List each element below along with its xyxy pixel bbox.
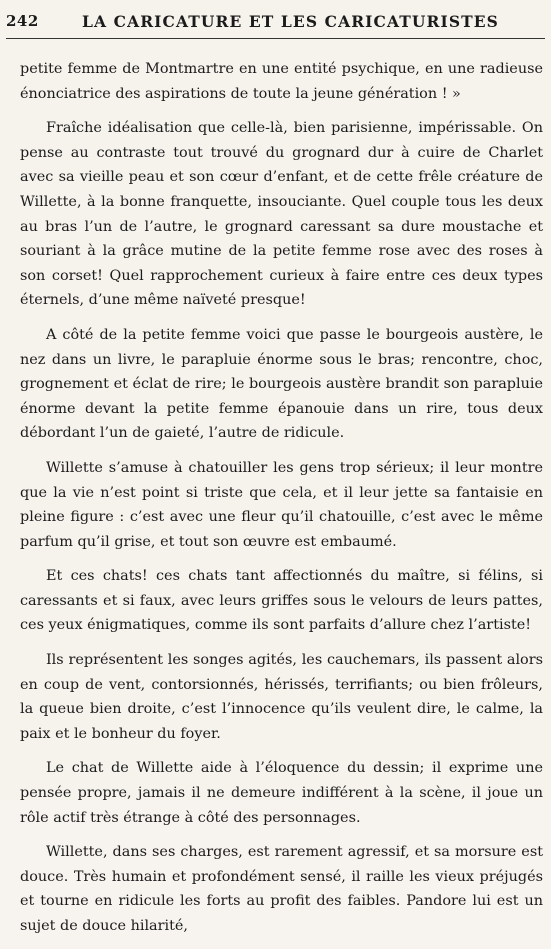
page-number: 242: [6, 12, 39, 30]
running-title: LA CARICATURE ET LES CARICATURISTES: [82, 12, 499, 31]
paragraph: Fraîche idéalisation que celle-là, bien parisienne, impérissable. On pense au contraste tout trouvé du grognard dur à cuire de Charlet avec sa vieille peau et son cœur d’enfant, et de cette frêle créature de Willette, à la bonne franquette, insouciante. Quel couple tous les deux au bras l’un de l’autre, le grognard caressant sa dure moustache et souriant à la grâce mutine de la petite femme rose avec des roses à son corset! Quel rapprochement curieux à faire entre ces deux types éternels, d’une même naïveté presque!: [20, 120, 543, 309]
paragraph: Willette, dans ses charges, est rarement agressif, et sa morsure est douce. Très humain et profondément sensé, il raille les vieux préjugés et tourne en ridicule les forts au profit des faibles. Pandore lui est un sujet de douce hilarité,: [20, 844, 543, 934]
page-header: [6, 8, 545, 36]
header-rule: [6, 38, 545, 39]
paragraph: Willette s’amuse à chatouiller les gens trop sérieux; il leur montre que la vie n’est point si triste que cela, et il leur jette sa fantaisie en pleine figure : c’est avec une fleur qu’il chatouille, c’est avec le même parfum qu’il grise, et tout son œuvre est embaumé.: [20, 459, 543, 550]
paragraph: A côté de la petite femme voici que passe le bourgeois austère, le nez dans un livre, le parapluie énorme sous le bras; rencontre, choc, grognement et éclat de rire; le bourgeois austère brandit son parapluie énorme devant la petite femme épanouie dans un rire, tous deux débordant l’un de gaieté, l’autre de ridicule.: [20, 326, 543, 442]
body-text: [20, 57, 543, 949]
paragraph: Ils représentent les songes agités, les cauchemars, ils passent alors en coup de vent, contorsionnés, hérissés, terrifiants; ou bien frôleurs, la queue bien droite, c’est l’innocence qu’ils veulent dire, le calme, la paix et le bonheur du foyer.: [20, 652, 543, 742]
paragraph: petite femme de Montmartre en une entité psychique, en une radieuse énonciatrice des aspirations de toute la jeune génération ! »: [20, 61, 543, 102]
paragraph: Et ces chats! ces chats tant affectionnés du maître, si félins, si caressants et si faux, avec leurs griffes sous le velours de leurs pattes, ces yeux énigmatiques, comme ils sont parfaits d’allure chez l’artiste!: [20, 568, 543, 634]
paragraph: Le chat de Willette aide à l’éloquence du dessin; il exprime une pensée propre, jamais il ne demeure indifférent à la scène, il joue un rôle actif très étrange à côté des personnages.: [20, 760, 543, 826]
